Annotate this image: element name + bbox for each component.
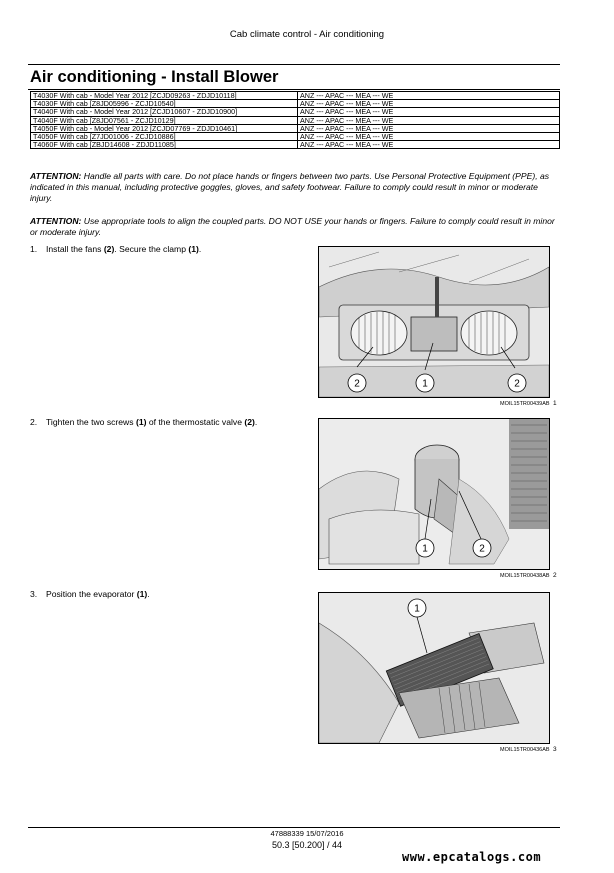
region-cell: ANZ --- APAC --- MEA --- WE (298, 100, 560, 108)
step-text: . (147, 589, 150, 599)
ref-callout: (1) (188, 244, 199, 254)
footer-rule (28, 827, 560, 828)
model-cell: T4060F With cab [ZBJD14608 - ZDJD11085] (31, 141, 298, 149)
running-head: Cab climate control - Air conditioning (229, 29, 385, 40)
model-row (31, 141, 560, 149)
ref-callout: (1) (135, 417, 147, 427)
figure-caption: MOIL15TR00438AB (500, 573, 550, 579)
ref-callout: (1) (136, 589, 148, 599)
attention-note-ppe (30, 171, 560, 205)
figure-caption: MOIL15TR00436AB (500, 747, 550, 753)
figure-1-fans-photo (318, 246, 550, 398)
title-rule-top (28, 64, 560, 65)
figure-number: 1 (553, 400, 557, 407)
figure-3-illustration (319, 593, 549, 743)
figure-number: 3 (553, 746, 557, 753)
step-number: 2. (30, 417, 38, 427)
callout-label: 1 (414, 603, 420, 615)
step-number: 3. (30, 589, 38, 599)
step-text: . (198, 244, 202, 254)
figure-number: 2 (553, 572, 557, 579)
figure-2-illustration (319, 419, 549, 569)
step-text: . (254, 417, 258, 427)
model-cell: T4050F With cab - Model Year 2012 [ZCJD07769 - ZDJD10461] (31, 124, 298, 132)
region-cell: ANZ --- APAC --- MEA --- WE (298, 116, 560, 124)
step-2 (30, 417, 257, 427)
step-text: Install the fans (46, 244, 104, 254)
page-reference: 50.3 [50.200] / 44 (271, 840, 343, 850)
region-cell: ANZ --- APAC --- MEA --- WE (298, 133, 560, 141)
attention-label: ATTENTION: (30, 171, 82, 181)
models-table (30, 91, 560, 149)
callout-label: 2 (479, 543, 485, 555)
step-text: . Secure the clamp (114, 244, 189, 254)
callout-label: 2 (514, 378, 520, 390)
region-cell: ANZ --- APAC --- MEA --- WE (298, 108, 560, 116)
region-cell: ANZ --- APAC --- MEA --- WE (298, 141, 560, 149)
figure-2-valve-photo (318, 418, 550, 570)
watermark: www.epcatalogs.com (402, 850, 542, 864)
callout-label: 2 (354, 378, 360, 390)
ref-callout: (2) (103, 244, 115, 254)
title-rule-bottom (28, 89, 560, 90)
ref-callout: (2) (244, 417, 255, 427)
callout-label: 1 (422, 378, 428, 390)
attention-label: ATTENTION: (30, 216, 82, 226)
step-3 (30, 589, 150, 599)
region-cell: ANZ --- APAC --- MEA --- WE (298, 92, 560, 100)
step-number: 1. (30, 244, 38, 254)
model-cell: T4030F With cab [Z8JD05996 - ZCJD10540] (31, 100, 298, 108)
attention-note-tools (30, 216, 560, 238)
model-cell: T4040F With cab - Model Year 2012 [ZCJD10607 - ZDJD10900] (31, 108, 298, 116)
document-id: 47888339 15/07/2016 (270, 829, 344, 838)
figure-caption: MOIL15TR00439AB (500, 401, 550, 407)
model-row (31, 108, 560, 116)
model-cell: T4030F With cab - Model Year 2012 [ZCJD09263 - ZDJD10118] (31, 92, 298, 100)
step-text: of the thermostatic valve (146, 417, 245, 427)
model-cell: T4050F With cab [Z7JD01006 - ZCJD10886] (31, 133, 298, 141)
page-title: Air conditioning - Install Blower (30, 68, 279, 86)
figure-3-evaporator-photo (318, 592, 550, 744)
attention-text: Use appropriate tools to align the coupled parts. DO NOT USE your hands or fingers. Failure to comply could result in minor or moderate injury. (30, 216, 555, 238)
region-cell: ANZ --- APAC --- MEA --- WE (298, 124, 560, 132)
step-text: Position the evaporator (46, 589, 137, 599)
step-1 (30, 244, 201, 254)
model-cell: T4040F With cab [Z8JD07561 - ZCJD10129] (31, 116, 298, 124)
step-text: Tighten the two screws (46, 417, 136, 427)
figure-1-illustration (319, 247, 549, 397)
attention-text: Handle all parts with care. Do not place hands or fingers between two parts. Use Personal Protective Equipment (PPE), as indicated in this manual, including protective goggles, gloves, and safety footwear. Failure to comply could result in minor or moderate injury. (30, 171, 550, 204)
callout-label: 1 (422, 543, 428, 555)
